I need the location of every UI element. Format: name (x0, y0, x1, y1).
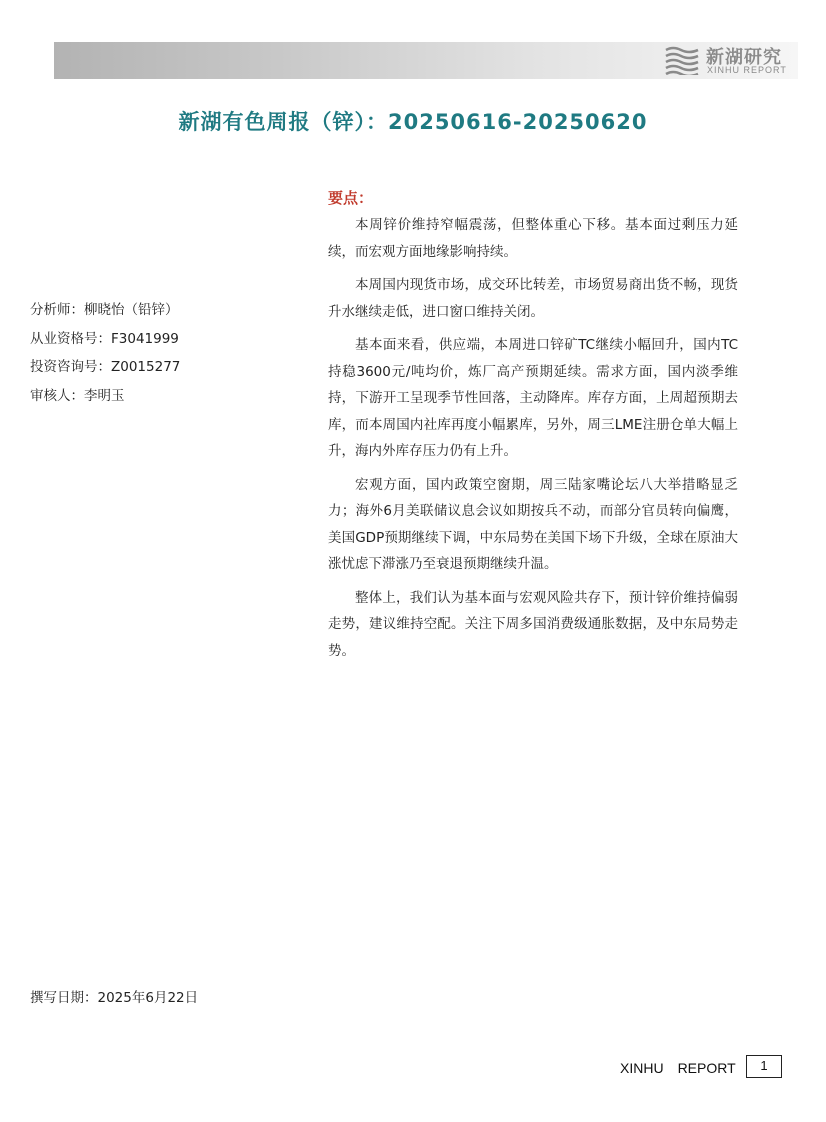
writing-date: 撰写日期：2025年6月22日 (30, 990, 199, 1006)
consulting-number: 投资咨询号：Z0015277 (30, 359, 181, 375)
footer-brand (620, 1060, 736, 1076)
footer-brand-left: XINHU (620, 1060, 664, 1076)
qualification-number: 从业资格号：F3041999 (30, 330, 179, 347)
analyst-name: 分析师：柳晓怡（铅锌） (30, 302, 179, 318)
logo (664, 43, 804, 79)
report-title: 新湖有色周报（锌）：20250616-20250620 (178, 110, 648, 134)
logo-text-en: XINHU REPORT (707, 65, 787, 75)
footer-brand-right: REPORT (677, 1060, 736, 1076)
summary-paragraph: 本周锌价维持窄幅震荡，但整体重心下移。基本面过剩压力延续，而宏观方面地缘影响持续。 (328, 217, 738, 260)
analyst-info (30, 296, 290, 410)
summary-paragraph: 本周国内现货市场，成交环比转差，市场贸易商出货不畅，现货升水继续走低，进口窗口维持关闭。 (328, 277, 738, 320)
page-number: 1 (746, 1055, 782, 1078)
logo-waves-icon (664, 45, 702, 75)
summary-heading: 要点： (328, 189, 374, 207)
summary-paragraph: 整体上，我们认为基本面与宏观风险共存下，预计锌价维持偏弱走势，建议维持空配。关注下周多国消费级通胀数据，及中东局势走势。 (328, 589, 738, 659)
logo-text-cn: 新湖研究 (706, 47, 782, 68)
summary-section (328, 187, 738, 671)
reviewer: 审核人：李明玉 (30, 387, 125, 404)
summary-paragraph: 基本面来看，供应端，本周进口锌矿TC继续小幅回升，国内TC持稳3600元/吨均价，炼厂高产预期延续。需求方面，国内淡季维持，下游开工呈现季节性回落，主动降库。库存方面，上周超预期去库，而本周国内社库再度小幅累库，另外，周三LME注册仓单大幅上升，海内外库存压力仍有上升。 (328, 337, 738, 459)
summary-paragraph: 宏观方面，国内政策空窗期，周三陆家嘴论坛八大举措略显乏力；海外6月美联储议息会议如期按兵不动，而部分官员转向偏鹰，美国GDP预期继续下调，中东局势在美国下场下升级，全球在原油大涨忧虑下滞涨乃至衰退预期继续升温。 (328, 476, 738, 572)
